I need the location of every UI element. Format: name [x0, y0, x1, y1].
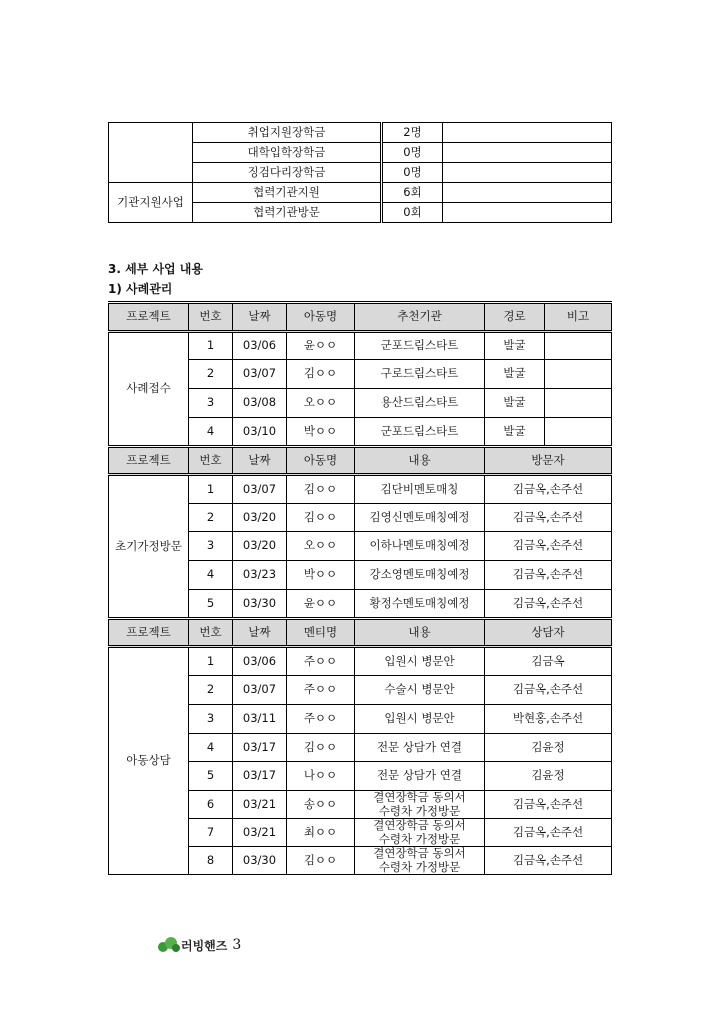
table-row: 아동상담 1 03/06 주ㅇㅇ 입원시 병문안 김금옥 [109, 647, 612, 676]
table-row: 사례접수 1 03/06 윤ㅇㅇ 군포드림스타트 발굴 [109, 332, 612, 360]
item-cell: 취업지원장학금 [193, 123, 382, 143]
table-row: 4 03/23 박ㅇㅇ 강소영멘토매칭예정 김금옥,손주선 [109, 561, 612, 590]
col-header: 멘티명 [287, 619, 355, 647]
col-header: 프로젝트 [109, 619, 189, 647]
col-header: 내용 [355, 619, 485, 647]
col-header: 번호 [189, 619, 233, 647]
table-row [109, 123, 612, 143]
logo-text: 러빙핸즈 [181, 938, 228, 953]
section-subheading: 1) 사례관리 [108, 282, 173, 296]
col-header: 아동명 [287, 447, 355, 475]
col-header: 내용 [355, 447, 485, 475]
item-cell: 징검다리장학금 [193, 163, 382, 183]
col-header: 방문자 [485, 447, 612, 475]
col-header: 날짜 [233, 303, 287, 332]
col-header: 프로젝트 [109, 303, 189, 332]
col-header: 날짜 [233, 619, 287, 647]
page-number: 3 [232, 937, 242, 953]
table-row: 2 03/20 김ㅇㅇ 김영신멘토매칭예정 김금옥,손주선 [109, 504, 612, 532]
group-label: 기관지원사업 [109, 183, 193, 223]
col-header: 프로젝트 [109, 447, 189, 475]
table-row: 3 03/20 오ㅇㅇ 이하나멘토매칭예정 김금옥,손주선 [109, 532, 612, 561]
col-header: 추천기관 [355, 303, 485, 332]
table-row: 3 03/11 주ㅇㅇ 입원시 병문안 박현홍,손주선 [109, 705, 612, 734]
header-row [109, 303, 612, 332]
item-cell: 협력기관지원 [193, 183, 382, 203]
group-cell [109, 123, 193, 183]
page-footer [157, 936, 241, 954]
project-label: 초기가정방문 [109, 475, 189, 619]
item-cell: 대학입학장학금 [193, 143, 382, 163]
value-cell: 0명 [382, 143, 443, 163]
section-heading: 3. 세부 사업 내용 [108, 262, 203, 276]
header-row [109, 447, 612, 475]
col-header: 번호 [189, 303, 233, 332]
col-header: 날짜 [233, 447, 287, 475]
table-row: 5 03/30 윤ㅇㅇ 황정수멘토매칭예정 김금옥,손주선 [109, 590, 612, 619]
table-row: 2 03/07 김ㅇㅇ 구로드림스타트 발굴 [109, 360, 612, 389]
case-management-table [108, 301, 612, 875]
value-cell: 6회 [382, 183, 443, 203]
table-row: 3 03/08 오ㅇㅇ 용산드림스타트 발굴 [109, 389, 612, 418]
project-label: 아동상담 [109, 647, 189, 875]
value-cell: 2명 [382, 123, 443, 143]
col-header: 번호 [189, 447, 233, 475]
value-cell: 0명 [382, 163, 443, 183]
col-header: 상담자 [485, 619, 612, 647]
table-row: 7 03/21 최ㅇㅇ 결연장학금 동의서 수령차 가정방문 김금옥,손주선 [109, 819, 612, 847]
table-row [109, 183, 612, 203]
table-row: 2 03/07 주ㅇㅇ 수술시 병문안 김금옥,손주선 [109, 676, 612, 705]
header-row [109, 619, 612, 647]
table-row: 4 03/17 김ㅇㅇ 전문 상담가 연결 김윤정 [109, 734, 612, 762]
table-row: 5 03/17 나ㅇㅇ 전문 상담가 연결 김윤정 [109, 762, 612, 791]
table-row: 초기가정방문 1 03/07 김ㅇㅇ 김단비멘토매칭 김금옥,손주선 [109, 475, 612, 504]
table-row: 4 03/10 박ㅇㅇ 군포드림스타트 발굴 [109, 418, 612, 447]
col-header: 경로 [485, 303, 545, 332]
table-row: 6 03/21 송ㅇㅇ 결연장학금 동의서 수령차 가정방문 김금옥,손주선 [109, 791, 612, 819]
item-cell: 협력기관방문 [193, 203, 382, 223]
table-row: 8 03/30 김ㅇㅇ 결연장학금 동의서 수령차 가정방문 김금옥,손주선 [109, 847, 612, 875]
col-header: 아동명 [287, 303, 355, 332]
col-header: 비고 [545, 303, 612, 332]
value-cell: 0회 [382, 203, 443, 223]
hands-logo-icon [157, 936, 181, 954]
project-label: 사례접수 [109, 332, 189, 447]
support-table [108, 122, 612, 223]
